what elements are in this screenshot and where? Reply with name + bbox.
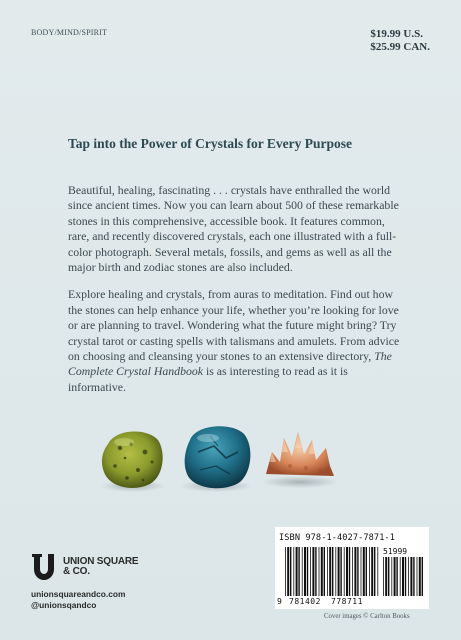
barcode-bar (310, 547, 311, 596)
paragraph-2-text: Explore healing and crystals, from auras to meditation. Find out how the stones can help enhance your life, whether you’re looking for love or are planning to travel. Wondering what the future might bring? Try crystal tarot or casting spells with talismans and amulets. From advice on choosing and cleansing your stones to an extensive directory, (68, 287, 400, 364)
price-code: 51999 (383, 547, 408, 556)
price-can: $25.99 CAN. (370, 41, 430, 53)
barcode-digits-right: 778711 (331, 597, 363, 606)
barcode-bar (335, 547, 336, 596)
barcode-bar (383, 557, 384, 596)
barcode-bar (327, 547, 328, 596)
barcode-bar (371, 547, 373, 596)
barcode-bar (307, 547, 308, 596)
barcode-bar (410, 557, 412, 596)
publisher-logo (31, 552, 138, 582)
headline: Tap into the Power of Crystals for Every Purpose (68, 136, 352, 151)
barcode-bar (324, 547, 325, 596)
green-stone (101, 431, 165, 492)
barcode-bar (385, 557, 387, 596)
paragraph-2-end: is as interesting to read as it is informative. (68, 364, 348, 394)
image-credit: Cover images © Carlton Books (324, 613, 410, 620)
barcode-bar (293, 547, 294, 596)
publisher-name-line2: & CO. (63, 566, 90, 577)
paragraph-2 (68, 287, 403, 395)
barcode-bar (377, 547, 378, 596)
barcode-bar (346, 547, 348, 596)
barcode-bar (329, 547, 331, 596)
isbn-number: ISBN 978-1-4027-7871-1 (279, 533, 396, 543)
barcode-bar (302, 547, 303, 596)
barcode-bar (354, 547, 356, 596)
barcode-bar (405, 557, 406, 596)
barcode-digit-first: 9 (277, 597, 283, 606)
price-us: $19.99 U.S. (370, 28, 423, 40)
publisher-name-line1: UNION SQUARE (63, 556, 139, 567)
barcode-bar (361, 547, 362, 596)
barcode-bar (352, 547, 353, 596)
barcode-bar (413, 557, 414, 596)
barcode-bar (290, 547, 291, 596)
barcode-box (275, 527, 429, 609)
barcode-bar (315, 547, 316, 596)
barcode-bar (369, 547, 370, 596)
barcode-bar (304, 547, 306, 596)
barcode-bar (417, 557, 418, 596)
union-square-logo-icon (31, 552, 57, 582)
barcode-bar (319, 547, 320, 596)
barcode-bar (349, 547, 350, 596)
barcode-bar (321, 547, 323, 596)
barcode-digits-left: 781402 (289, 597, 321, 606)
orange-crystal-cluster (262, 432, 338, 488)
barcode-bar (366, 547, 367, 596)
book-title: The Complete Crystal Handbook (68, 349, 392, 379)
publisher-name (63, 557, 138, 577)
barcode-bar (287, 547, 289, 596)
barcode-bar (285, 547, 286, 596)
barcode-bar (357, 547, 358, 596)
barcode-bar (388, 557, 389, 596)
price-block (370, 28, 430, 54)
category-label: BODY/MIND/SPIRIT (31, 28, 108, 37)
barcode-bar (396, 557, 397, 596)
paragraph-1: Beautiful, healing, fascinating . . . crystals have enthralled the world since ancient times. Now you can learn about 500 of these remarkable stones in this comprehensive, accessible book. It features common, rare, and recently discovered crystals, each one illustrated with a full-color photograph. Several metals, fossils, and gems as well as all the major birth and zodiac stones are also included. (68, 183, 399, 275)
barcode-bar (422, 557, 423, 596)
barcode-bar (338, 547, 340, 596)
blue-stone (180, 426, 252, 492)
publisher-website: unionsquareandco.com (31, 589, 126, 599)
barcode-bar (391, 557, 392, 596)
barcode-bar (312, 547, 314, 596)
publisher-links (31, 589, 125, 611)
barcode-bar (296, 547, 298, 596)
barcode-bar (400, 557, 401, 596)
description (68, 183, 403, 407)
barcode-bar (298, 547, 299, 596)
barcode-bar (374, 547, 375, 596)
barcode-bar (394, 557, 396, 596)
barcode-bar (402, 557, 404, 596)
barcode-bar (340, 547, 341, 596)
barcode-bar (332, 547, 333, 596)
publisher-social: @unionsqandco (31, 600, 97, 610)
barcode-bar (344, 547, 345, 596)
barcode-bar (363, 547, 365, 596)
barcode-bar (408, 557, 409, 596)
barcode-bar (419, 557, 421, 596)
